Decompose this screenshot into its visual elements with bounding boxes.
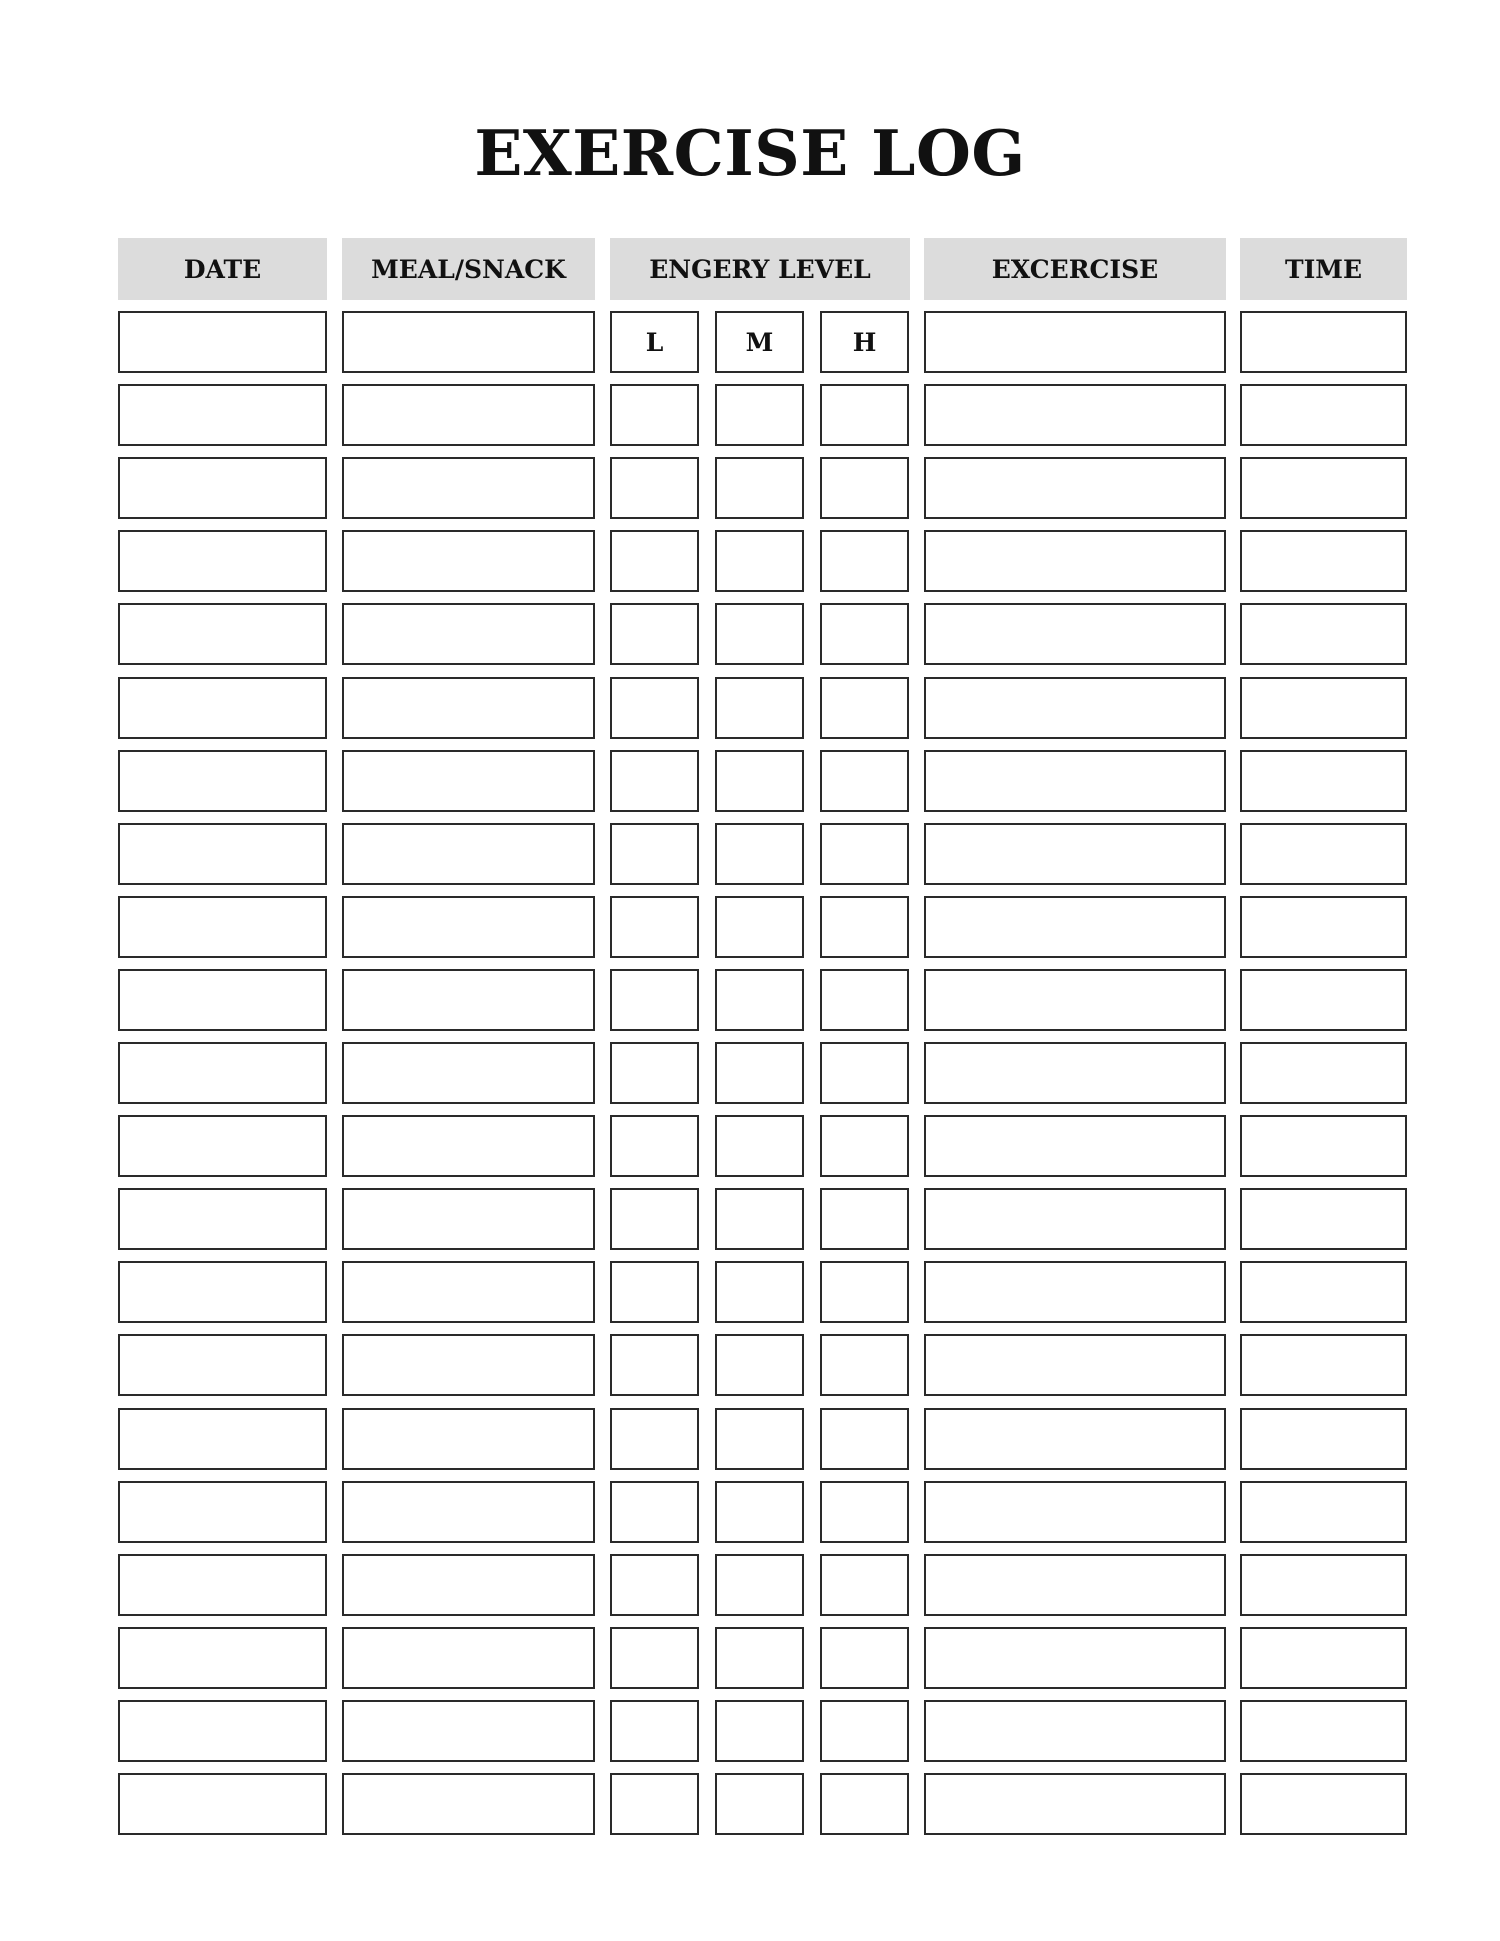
energy-high-cell[interactable] bbox=[820, 384, 909, 446]
energy-medium-cell[interactable] bbox=[715, 823, 804, 885]
energy-medium-cell[interactable] bbox=[715, 530, 804, 592]
energy-high-cell[interactable] bbox=[820, 1188, 909, 1250]
energy-medium-cell[interactable] bbox=[715, 1115, 804, 1177]
exercise-cell[interactable] bbox=[924, 1627, 1226, 1689]
header-energy-level: ENGERY LEVEL bbox=[610, 238, 910, 300]
meal-snack-cell[interactable] bbox=[342, 1408, 595, 1470]
energy-low-label: L bbox=[610, 311, 699, 373]
energy-low-cell[interactable] bbox=[610, 1700, 699, 1762]
time-cell[interactable] bbox=[1240, 750, 1407, 812]
meal-snack-cell[interactable] bbox=[342, 750, 595, 812]
energy-medium-cell[interactable] bbox=[715, 457, 804, 519]
exercise-cell[interactable] bbox=[924, 1408, 1226, 1470]
exercise-cell[interactable] bbox=[924, 530, 1226, 592]
exercise-cell[interactable] bbox=[924, 1773, 1226, 1835]
time-cell[interactable] bbox=[1240, 1700, 1407, 1762]
exercise-cell[interactable] bbox=[924, 1042, 1226, 1104]
exercise-cell[interactable] bbox=[924, 1261, 1226, 1323]
meal-snack-cell[interactable] bbox=[342, 1481, 595, 1543]
date-cell[interactable] bbox=[118, 311, 327, 373]
exercise-cell[interactable] bbox=[924, 311, 1226, 373]
exercise-cell[interactable] bbox=[924, 1115, 1226, 1177]
energy-low-cell[interactable] bbox=[610, 1481, 699, 1543]
page-title: EXERCISE LOG bbox=[474, 116, 1026, 190]
energy-medium-cell[interactable] bbox=[715, 603, 804, 665]
energy-low-cell[interactable] bbox=[610, 1773, 699, 1835]
energy-medium-cell[interactable] bbox=[715, 1773, 804, 1835]
meal-snack-cell[interactable] bbox=[342, 457, 595, 519]
time-cell[interactable] bbox=[1240, 823, 1407, 885]
header-meal-snack: MEAL/SNACK bbox=[342, 238, 595, 300]
energy-low-cell[interactable] bbox=[610, 1408, 699, 1470]
date-cell[interactable] bbox=[118, 1188, 327, 1250]
exercise-cell[interactable] bbox=[924, 1554, 1226, 1616]
energy-medium-label: M bbox=[715, 311, 804, 373]
date-cell[interactable] bbox=[118, 1042, 327, 1104]
energy-low-cell[interactable] bbox=[610, 457, 699, 519]
meal-snack-cell[interactable] bbox=[342, 603, 595, 665]
energy-high-cell[interactable] bbox=[820, 677, 909, 739]
meal-snack-cell[interactable] bbox=[342, 1115, 595, 1177]
energy-low-cell[interactable] bbox=[610, 1042, 699, 1104]
energy-low-cell[interactable] bbox=[610, 1627, 699, 1689]
energy-low-cell[interactable] bbox=[610, 1188, 699, 1250]
energy-low-cell[interactable] bbox=[610, 603, 699, 665]
time-cell[interactable] bbox=[1240, 896, 1407, 958]
header-time: TIME bbox=[1240, 238, 1407, 300]
meal-snack-cell[interactable] bbox=[342, 823, 595, 885]
date-cell[interactable] bbox=[118, 677, 327, 739]
date-cell[interactable] bbox=[118, 530, 327, 592]
energy-medium-cell[interactable] bbox=[715, 1554, 804, 1616]
energy-high-cell[interactable] bbox=[820, 1700, 909, 1762]
date-cell[interactable] bbox=[118, 1773, 327, 1835]
energy-medium-cell[interactable] bbox=[715, 969, 804, 1031]
time-cell[interactable] bbox=[1240, 603, 1407, 665]
time-cell[interactable] bbox=[1240, 1408, 1407, 1470]
energy-high-cell[interactable] bbox=[820, 750, 909, 812]
date-cell[interactable] bbox=[118, 1115, 327, 1177]
energy-medium-cell[interactable] bbox=[715, 1334, 804, 1396]
date-cell[interactable] bbox=[118, 384, 327, 446]
energy-high-cell[interactable] bbox=[820, 457, 909, 519]
time-cell[interactable] bbox=[1240, 1334, 1407, 1396]
date-cell[interactable] bbox=[118, 603, 327, 665]
date-cell[interactable] bbox=[118, 1261, 327, 1323]
time-cell[interactable] bbox=[1240, 311, 1407, 373]
exercise-cell[interactable] bbox=[924, 896, 1226, 958]
date-cell[interactable] bbox=[118, 750, 327, 812]
energy-medium-cell[interactable] bbox=[715, 1188, 804, 1250]
energy-low-cell[interactable] bbox=[610, 1115, 699, 1177]
time-cell[interactable] bbox=[1240, 1554, 1407, 1616]
date-cell[interactable] bbox=[118, 1481, 327, 1543]
energy-high-cell[interactable] bbox=[820, 603, 909, 665]
energy-high-cell[interactable] bbox=[820, 1334, 909, 1396]
energy-medium-cell[interactable] bbox=[715, 896, 804, 958]
energy-low-cell[interactable] bbox=[610, 896, 699, 958]
header-date: DATE bbox=[118, 238, 327, 300]
exercise-cell[interactable] bbox=[924, 1334, 1226, 1396]
meal-snack-cell[interactable] bbox=[342, 1334, 595, 1396]
exercise-cell[interactable] bbox=[924, 1481, 1226, 1543]
time-cell[interactable] bbox=[1240, 1188, 1407, 1250]
meal-snack-cell[interactable] bbox=[342, 677, 595, 739]
time-cell[interactable] bbox=[1240, 1042, 1407, 1104]
energy-low-cell[interactable] bbox=[610, 384, 699, 446]
time-cell[interactable] bbox=[1240, 1773, 1407, 1835]
energy-high-cell[interactable] bbox=[820, 1042, 909, 1104]
energy-low-cell[interactable] bbox=[610, 1334, 699, 1396]
date-cell[interactable] bbox=[118, 1700, 327, 1762]
meal-snack-cell[interactable] bbox=[342, 1627, 595, 1689]
date-cell[interactable] bbox=[118, 1334, 327, 1396]
date-cell[interactable] bbox=[118, 896, 327, 958]
time-cell[interactable] bbox=[1240, 530, 1407, 592]
exercise-cell[interactable] bbox=[924, 1188, 1226, 1250]
energy-medium-cell[interactable] bbox=[715, 750, 804, 812]
energy-medium-cell[interactable] bbox=[715, 1261, 804, 1323]
date-cell[interactable] bbox=[118, 1627, 327, 1689]
energy-low-cell[interactable] bbox=[610, 969, 699, 1031]
energy-low-cell[interactable] bbox=[610, 750, 699, 812]
energy-high-cell[interactable] bbox=[820, 1115, 909, 1177]
time-cell[interactable] bbox=[1240, 1481, 1407, 1543]
exercise-cell[interactable] bbox=[924, 384, 1226, 446]
meal-snack-cell[interactable] bbox=[342, 1261, 595, 1323]
exercise-cell[interactable] bbox=[924, 750, 1226, 812]
time-cell[interactable] bbox=[1240, 384, 1407, 446]
header-exercise: EXCERCISE bbox=[924, 238, 1226, 300]
energy-high-cell[interactable] bbox=[820, 1627, 909, 1689]
energy-medium-cell[interactable] bbox=[715, 677, 804, 739]
time-cell[interactable] bbox=[1240, 1627, 1407, 1689]
energy-high-cell[interactable] bbox=[820, 896, 909, 958]
time-cell[interactable] bbox=[1240, 969, 1407, 1031]
meal-snack-cell[interactable] bbox=[342, 1700, 595, 1762]
meal-snack-cell[interactable] bbox=[342, 1042, 595, 1104]
meal-snack-cell[interactable] bbox=[342, 1188, 595, 1250]
energy-low-cell[interactable] bbox=[610, 1261, 699, 1323]
time-cell[interactable] bbox=[1240, 457, 1407, 519]
exercise-cell[interactable] bbox=[924, 603, 1226, 665]
energy-low-cell[interactable] bbox=[610, 823, 699, 885]
meal-snack-cell[interactable] bbox=[342, 1773, 595, 1835]
exercise-cell[interactable] bbox=[924, 677, 1226, 739]
exercise-cell[interactable] bbox=[924, 969, 1226, 1031]
energy-medium-cell[interactable] bbox=[715, 384, 804, 446]
meal-snack-cell[interactable] bbox=[342, 1554, 595, 1616]
energy-medium-cell[interactable] bbox=[715, 1627, 804, 1689]
meal-snack-cell[interactable] bbox=[342, 896, 595, 958]
time-cell[interactable] bbox=[1240, 1261, 1407, 1323]
meal-snack-cell[interactable] bbox=[342, 384, 595, 446]
energy-high-cell[interactable] bbox=[820, 1481, 909, 1543]
energy-high-cell[interactable] bbox=[820, 1773, 909, 1835]
energy-low-cell[interactable] bbox=[610, 530, 699, 592]
date-cell[interactable] bbox=[118, 1408, 327, 1470]
energy-medium-cell[interactable] bbox=[715, 1700, 804, 1762]
energy-high-cell[interactable] bbox=[820, 823, 909, 885]
energy-high-cell[interactable] bbox=[820, 1554, 909, 1616]
energy-low-cell[interactable] bbox=[610, 677, 699, 739]
energy-medium-cell[interactable] bbox=[715, 1408, 804, 1470]
meal-snack-cell[interactable] bbox=[342, 311, 595, 373]
energy-medium-cell[interactable] bbox=[715, 1042, 804, 1104]
energy-high-label: H bbox=[820, 311, 909, 373]
exercise-cell[interactable] bbox=[924, 823, 1226, 885]
date-cell[interactable] bbox=[118, 1554, 327, 1616]
exercise-cell[interactable] bbox=[924, 1700, 1226, 1762]
energy-high-cell[interactable] bbox=[820, 530, 909, 592]
energy-high-cell[interactable] bbox=[820, 1408, 909, 1470]
date-cell[interactable] bbox=[118, 969, 327, 1031]
meal-snack-cell[interactable] bbox=[342, 969, 595, 1031]
energy-low-cell[interactable] bbox=[610, 1554, 699, 1616]
energy-high-cell[interactable] bbox=[820, 969, 909, 1031]
meal-snack-cell[interactable] bbox=[342, 530, 595, 592]
time-cell[interactable] bbox=[1240, 677, 1407, 739]
time-cell[interactable] bbox=[1240, 1115, 1407, 1177]
exercise-cell[interactable] bbox=[924, 457, 1226, 519]
date-cell[interactable] bbox=[118, 457, 327, 519]
energy-medium-cell[interactable] bbox=[715, 1481, 804, 1543]
date-cell[interactable] bbox=[118, 823, 327, 885]
energy-high-cell[interactable] bbox=[820, 1261, 909, 1323]
